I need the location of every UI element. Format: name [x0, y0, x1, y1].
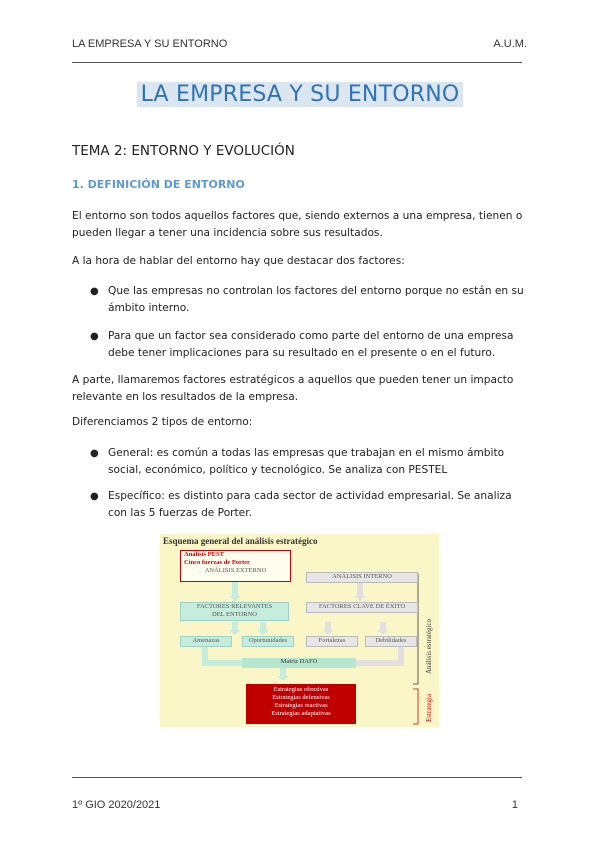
bullet-icon: ●: [90, 331, 99, 342]
header-right: A.U.M.: [493, 38, 527, 50]
pest-label: Análisis PEST: [184, 551, 224, 558]
external-analysis-tools: [180, 550, 291, 582]
paragraph: El entorno son todos aquellos factores que, siendo externos a una empresa, tienen o pueden llegar a tener una incidencia sobre sus resultados.: [72, 210, 523, 239]
strategy-offensive: Estrategias ofensivas: [273, 686, 329, 693]
bullet-icon: ●: [90, 286, 99, 297]
strengths-box: Fortalezas: [306, 636, 358, 647]
strategy-label: Estrategia: [425, 694, 433, 722]
weaknesses-box: Debilidades: [365, 636, 417, 647]
strategy-adaptive: Estrategias adaptativas: [271, 710, 331, 717]
list-item: Específico: es distinto para cada sector de actividad empresarial. Se analiza con las 5 fuerzas de Porter.: [108, 490, 512, 519]
porter-label: Cinco fuerzas de Porter: [184, 559, 250, 566]
topic-heading: TEMA 2: ENTORNO Y EVOLUCIÓN: [72, 143, 295, 159]
footer-rule: [72, 777, 522, 778]
relevant-factors-line1: FACTORES RELEVANTES: [196, 603, 273, 610]
title-wrap: [0, 82, 600, 107]
strategies-box: [246, 684, 356, 724]
key-success-factors-box: FACTORES CLAVE DE ÉXITO: [306, 602, 418, 613]
page-title: LA EMPRESA Y SU ENTORNO: [137, 82, 464, 107]
external-analysis-label: ANÁLISIS EXTERNO: [204, 567, 267, 574]
threats-box: Amenazas: [180, 636, 232, 647]
swot-matrix-box: Matriz DAFO: [242, 658, 356, 668]
list-item: Para que un factor sea considerado como parte del entorno de una empresa debe tener implicaciones para su resultado en el presente o en el futuro.: [108, 330, 514, 359]
strategic-analysis-label: Análisis estratégico: [425, 618, 433, 674]
header-left: LA EMPRESA Y SU ENTORNO: [72, 38, 228, 50]
relevant-factors-line2: DEL ENTORNO: [212, 611, 257, 618]
list-item: Que las empresas no controlan los factores del entorno porque no están en su ámbito interno.: [108, 285, 524, 314]
strategic-analysis-diagram: [160, 534, 439, 727]
relevant-factors-box: [180, 602, 289, 621]
page-number: 1: [511, 799, 518, 811]
section-heading: 1. DEFINICIÓN DE ENTORNO: [72, 178, 245, 191]
bullet-icon: ●: [90, 448, 99, 459]
diagram-title: Esquema general del análisis estratégico: [163, 536, 318, 546]
paragraph: A la hora de hablar del entorno hay que destacar dos factores:: [72, 255, 405, 267]
opportunities-box: Oportunidades: [242, 636, 294, 647]
footer-left: 1º GIO 2020/2021: [72, 799, 161, 811]
header-rule: [72, 62, 522, 63]
strategy-reactive: Estrategias reactivas: [274, 702, 328, 709]
paragraph: Diferenciamos 2 tipos de entorno:: [72, 416, 253, 428]
bullet-icon: ●: [90, 491, 99, 502]
list-item: General: es común a todas las empresas que trabajan en el mismo ámbito social, económico, político y tecnológico. Se analiza con PESTEL: [108, 447, 505, 476]
internal-analysis-box: ANÁLISIS INTERNO: [306, 572, 418, 583]
strategy-defensive: Estrategias defensivas: [272, 694, 330, 701]
paragraph: A parte, llamaremos factores estratégicos a aquellos que pueden tener un impacto relevante en los resultados de la empresa.: [72, 374, 514, 403]
